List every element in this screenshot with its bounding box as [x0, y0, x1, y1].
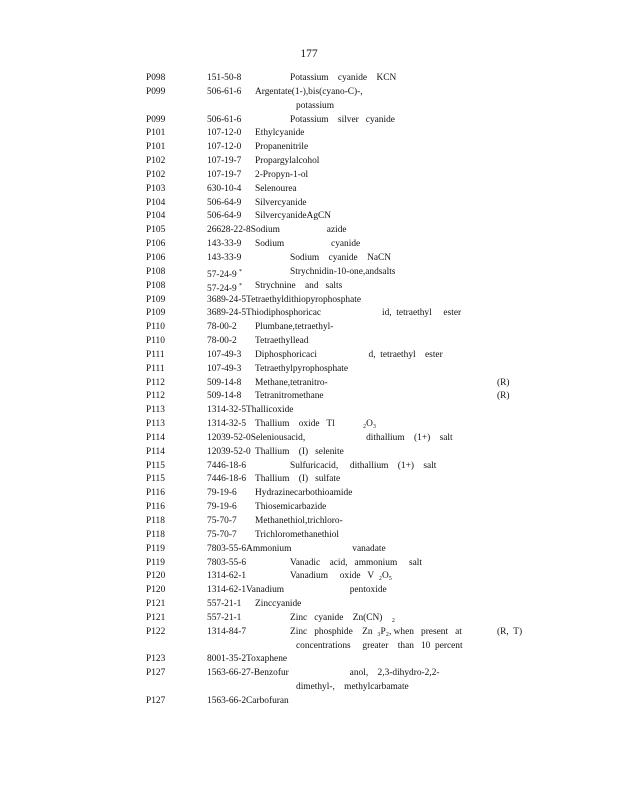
- cas-number: 79-19-6: [207, 488, 237, 499]
- waste-code: P099: [146, 114, 166, 125]
- cas-number: 509-14-8: [207, 391, 242, 402]
- table-row: [0, 446, 618, 460]
- substance-name: concentrations greater than 10 percent: [296, 640, 463, 651]
- waste-code: P110: [146, 336, 165, 347]
- substance-name: Propargylalcohol: [255, 156, 320, 167]
- substance-name: Silvercyanide: [255, 197, 307, 208]
- table-row: [0, 584, 618, 598]
- waste-code: P112: [146, 377, 165, 388]
- substance-name: Zinc cyanide Zn(CN) ₂: [290, 612, 396, 623]
- waste-code: P114: [146, 432, 165, 443]
- substance-name: Tetraethyllead: [255, 336, 309, 347]
- cas-number: 8001-35-2Toxaphene: [207, 654, 288, 665]
- footnote-mark: *: [239, 282, 243, 289]
- waste-code: P101: [146, 128, 166, 139]
- table-row: [0, 570, 618, 584]
- cas-number: 3689-24-5Thiodiphosphoricac id, tetraethyl ester: [207, 308, 462, 319]
- table-row: [0, 335, 618, 349]
- substance-name: Argentate(1-),bis(cyano-C)-,: [255, 86, 363, 97]
- waste-code: P111: [146, 349, 165, 360]
- waste-code: P123: [146, 654, 166, 665]
- table-row: [0, 653, 618, 667]
- table-row: [0, 349, 618, 363]
- substance-name: Thallium (I) sulfate: [255, 474, 341, 485]
- substance-name: SilvercyanideAgCN: [255, 211, 332, 222]
- table-row: [0, 557, 618, 571]
- cas-number: 1314-32-5Thallicoxide: [207, 405, 294, 416]
- waste-code: P109: [146, 308, 166, 319]
- table-row: [0, 363, 618, 377]
- waste-code: P102: [146, 169, 166, 180]
- table-row: [0, 224, 618, 238]
- table-row: [0, 501, 618, 515]
- waste-code-list: [0, 72, 618, 709]
- hazard-code: (R, T): [497, 626, 523, 637]
- table-row: [0, 377, 618, 391]
- substance-name: Methanethiol,trichloro-: [255, 516, 343, 526]
- cas-number: 26628-22-8Sodium azide: [207, 225, 347, 236]
- waste-code: P099: [146, 86, 166, 97]
- substance-name: Potassium cyanide KCN: [290, 73, 397, 83]
- table-row: [0, 280, 618, 294]
- waste-code: P120: [146, 571, 166, 582]
- waste-code: P106: [146, 252, 166, 263]
- hazard-code: (R): [497, 377, 510, 388]
- substance-name: Thiosemicarbazide: [255, 502, 327, 513]
- waste-code: P114: [146, 446, 165, 457]
- waste-code: P122: [146, 626, 166, 637]
- substance-name: Zinc phosphide Zn ₃P₂, when present at: [290, 626, 462, 637]
- cas-number: 1314-84-7: [207, 626, 247, 637]
- cas-number: 57-24-9 *: [207, 282, 243, 294]
- table-row: [0, 529, 618, 543]
- cas-number: 557-21-1: [207, 599, 242, 610]
- cas-number: 7803-55-6: [207, 557, 247, 568]
- table-row: [0, 86, 618, 100]
- cas-number: 107-19-7: [207, 169, 242, 180]
- cas-number: 3689-24-5Tetraethyldithiopyrophosphate: [207, 294, 361, 305]
- cas-number: 509-14-8: [207, 377, 242, 388]
- table-row: [0, 404, 618, 418]
- table-row: [0, 294, 618, 308]
- table-row: [0, 487, 618, 501]
- substance-name: Propanenitrile: [255, 142, 309, 153]
- substance-name: Sulfuricacid, dithallium (1+) salt: [290, 460, 437, 471]
- cas-number: 107-12-0: [207, 142, 242, 153]
- substance-name: Strychnidin-10-one,andsalts: [290, 266, 396, 277]
- cas-number: 107-19-7: [207, 156, 242, 167]
- waste-code: P103: [146, 183, 166, 194]
- waste-code: P127: [146, 668, 166, 679]
- waste-code: P118: [146, 516, 165, 526]
- substance-name: Ethylcyanide: [255, 128, 305, 139]
- table-row: [0, 72, 618, 86]
- cas-number: 78-00-2: [207, 336, 237, 347]
- waste-code: P108: [146, 280, 166, 291]
- waste-code: P116: [146, 502, 165, 513]
- waste-code: P104: [146, 211, 166, 222]
- table-row: [0, 183, 618, 197]
- waste-code: P112: [146, 391, 165, 402]
- substance-name: Thallium oxide Tl ₂O₃: [255, 419, 377, 430]
- table-row: [0, 418, 618, 432]
- waste-code: P108: [146, 266, 166, 277]
- table-row: [0, 321, 618, 335]
- table-row: [0, 626, 618, 640]
- table-row: [0, 612, 618, 626]
- substance-name: dimethyl-, methylcarbamate: [296, 682, 409, 693]
- footnote-mark: *: [239, 268, 243, 275]
- cas-number: 7446-18-6: [207, 474, 247, 485]
- substance-name: Vanadic acid, ammonium salt: [290, 557, 422, 568]
- table-row: [0, 390, 618, 404]
- cas-number: 12039-52-0Seleniousacid, dithallium (1+) salt: [207, 432, 453, 443]
- table-row: [0, 640, 618, 654]
- cas-number: 506-64-9: [207, 211, 242, 222]
- substance-name: Strychnine and salts: [255, 280, 343, 291]
- substance-name: Tetraethylpyrophosphate: [255, 363, 349, 374]
- cas-number: 1563-66-27-Benzofur anol, 2,3-dihydro-2,2-: [207, 668, 440, 679]
- hazard-code: (R): [497, 391, 510, 402]
- cas-number: 107-12-0: [207, 128, 242, 139]
- waste-code: P110: [146, 322, 165, 333]
- waste-code: P105: [146, 225, 166, 236]
- table-row: [0, 141, 618, 155]
- cas-number: 7446-18-6: [207, 460, 247, 471]
- waste-code: P101: [146, 142, 166, 153]
- cas-number: 143-33-9: [207, 252, 242, 263]
- cas-number: 75-70-7: [207, 516, 237, 526]
- table-row: [0, 667, 618, 681]
- cas-number: 1314-62-1: [207, 571, 247, 582]
- waste-code: P115: [146, 460, 165, 471]
- cas-number: 1314-62-1Vanadium pentoxide: [207, 585, 387, 596]
- waste-code: P113: [146, 405, 165, 416]
- substance-name: Potassium silver cyanide: [290, 114, 395, 125]
- cas-number: 630-10-4: [207, 183, 242, 194]
- waste-code: P104: [146, 197, 166, 208]
- table-row: [0, 100, 618, 114]
- page-number: 177: [300, 48, 318, 60]
- cas-number: 7803-55-6Ammonium vanadate: [207, 543, 386, 554]
- waste-code: P121: [146, 599, 166, 610]
- cas-number: 57-24-9 *: [207, 268, 243, 280]
- substance-name: potassium: [296, 100, 335, 111]
- cas-number: 151-50-8: [207, 73, 242, 83]
- substance-name: Vanadium oxide V ₂O₅: [290, 571, 393, 582]
- cas-number: 506-64-9: [207, 197, 242, 208]
- table-row: [0, 515, 618, 529]
- cas-number: 107-49-3: [207, 349, 242, 360]
- waste-code: P119: [146, 543, 165, 554]
- cas-number: 79-19-6: [207, 502, 237, 513]
- waste-code: P121: [146, 612, 166, 623]
- table-row: [0, 252, 618, 266]
- table-row: [0, 432, 618, 446]
- cas-number: 75-70-7: [207, 529, 237, 540]
- waste-code: P106: [146, 239, 166, 250]
- substance-name: Sodium cyanide NaCN: [290, 252, 392, 263]
- cas-number: 506-61-6: [207, 114, 242, 125]
- substance-name: Trichloromethanethiol: [255, 529, 340, 540]
- substance-name: Thallium (I) selenite: [255, 446, 344, 457]
- cas-number: 1314-32-5: [207, 419, 247, 430]
- table-row: [0, 127, 618, 141]
- waste-code: P115: [146, 474, 165, 485]
- cas-number: 506-61-6: [207, 86, 242, 97]
- waste-code: P118: [146, 529, 165, 540]
- substance-name: 2-Propyn-1-ol: [255, 169, 309, 180]
- table-row: [0, 473, 618, 487]
- table-row: [0, 114, 618, 128]
- table-row: [0, 210, 618, 224]
- substance-name: Selenourea: [255, 183, 297, 194]
- cas-number: 1563-66-2Carbofuran: [207, 695, 289, 706]
- table-row: [0, 460, 618, 474]
- table-row: [0, 598, 618, 612]
- substance-name: Plumbane,tetraethyl-: [255, 322, 334, 333]
- substance-name: Tetranitromethane: [255, 391, 324, 402]
- waste-code: P109: [146, 294, 166, 305]
- table-row: [0, 543, 618, 557]
- waste-code: P119: [146, 557, 165, 568]
- table-row: [0, 169, 618, 183]
- waste-code: P111: [146, 363, 165, 374]
- table-row: [0, 307, 618, 321]
- cas-number: 78-00-2: [207, 322, 237, 333]
- cas-number: 143-33-9: [207, 239, 242, 250]
- table-row: [0, 197, 618, 211]
- substance-name: Methane,tetranitro-: [255, 377, 328, 388]
- waste-code: P098: [146, 73, 166, 83]
- cas-number: 557-21-1: [207, 612, 242, 623]
- waste-code: P127: [146, 695, 166, 706]
- substance-name: Hydrazinecarbothioamide: [255, 488, 353, 499]
- substance-name: Zinccyanide: [255, 599, 302, 610]
- cas-number: 12039-52-0: [207, 446, 251, 457]
- waste-code: P102: [146, 156, 166, 167]
- waste-code: P116: [146, 488, 165, 499]
- table-row: [0, 695, 618, 709]
- cas-number: 107-49-3: [207, 363, 242, 374]
- substance-name: Sodium cyanide: [255, 239, 361, 250]
- table-row: [0, 681, 618, 695]
- table-row: [0, 238, 618, 252]
- substance-name: Diphosphoricaci d, tetraethyl ester: [255, 349, 443, 360]
- table-row: [0, 266, 618, 280]
- waste-code: P120: [146, 585, 166, 596]
- waste-code: P113: [146, 419, 165, 430]
- table-row: [0, 155, 618, 169]
